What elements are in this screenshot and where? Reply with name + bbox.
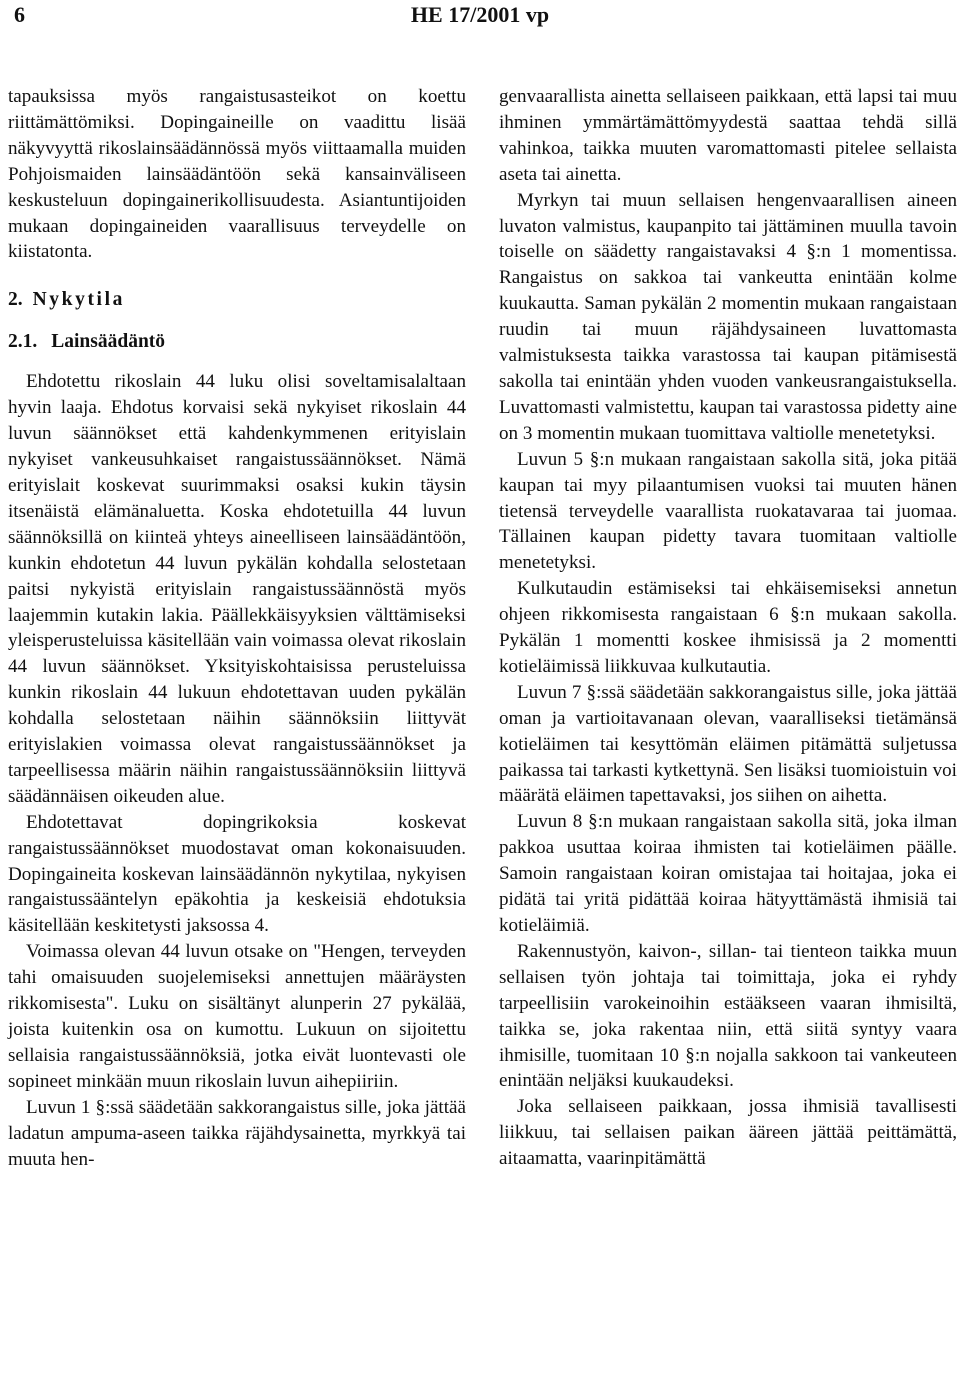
paragraph: Joka sellaiseen paikkaan, jossa ihmisiä tavallisesti liikkuu, tai sellaisen paikan ääreen jättää peittämättä, aitaamatta, vaarinpitämättä xyxy=(499,1096,957,1170)
paragraph: Luvun 7 §:ssä säädetään sakkorangaistus sille, joka jättää oman ja vartioitavanaan olevan, vaaralliseksi tietämänsä kotieläimen tai kesyttömän eläimen pitämättä suljetussa paikassa tai tarkasti kytkettynä. Sen lisäksi tuomioistuin voi määrätä eläimen tapettavaksi, jos siihen on aihetta. xyxy=(499,681,957,807)
right-column xyxy=(499,84,957,1172)
paragraph: Luvun 8 §:n mukaan rangaistaan sakolla sitä, joka ilman pakkoa usuttaa koiraa ihmisten tai kotieläimen päälle. Samoin rangaistaan koiran omistajaa tai hoitajaa, joka ei pidätä tai yritä pidättää koiraa hätyyttämästä ihmisiä tai kotieläimiä. xyxy=(499,811,957,936)
paragraph: Luvun 1 §:ssä säädetään sakkorangaistus sille, joka jättää ladatun ampuma-aseen taikka räjähdysainetta, myrkkyä tai muuta hen- xyxy=(8,1096,466,1170)
page-header xyxy=(0,0,960,40)
paragraph: genvaarallista ainetta sellaiseen paikkaan, että lapsi tai muu ihminen ymmärtämättömyydestä saattaa tehdä sillä vahinkoa, taikka muuten varomattomasti pitelee sellaista aseta tai ainetta. xyxy=(499,86,957,185)
document-id: HE 17/2001 vp xyxy=(410,2,550,27)
paragraph: Ehdotettavat dopingrikoksia koskevat rangaistussäännökset muodostavat oman kokonaisuuden. Dopingaineita koskevan lainsäädännön nykytilaa, nykyisen rangaistussääntelyn epäkohtia ja keskeisiä ehdotuksia käsitellään keskitetysti jaksossa 4. xyxy=(8,811,466,937)
paragraph: Voimassa olevan 44 luvun otsake on "Hengen, terveyden tahi omaisuuden suojelemiseksi annettujen määräysten rikkomisesta". Luku on sisältänyt alunperin 27 pykälää, joista kuitenkin osa on kumottu. Lukuun on sijoitettu sellaisia rangaistussäännöksiä, jotka eivät luontevasti ole sopineet minkään muun rikoslain luvun aihepiiriin. xyxy=(8,941,466,1092)
section-heading xyxy=(8,287,466,313)
paragraph: Rakennustyön, kaivon-, sillan- tai tienteon taikka muun sellaisen työn johtaja tai toimittaja, joka ei ryhdy tarpeellisiin varokeinoihin estääkseen vaaran ihmisiltä, taikka se, joka rakentaa niin, että siitä syntyy vaara ihmisille, tuomitaan 10 §:n nojalla sakkoon tai vankeuteen enintään neljäksi kuukaudeksi. xyxy=(499,940,957,1092)
subsection-title: Lainsäädäntö xyxy=(51,331,166,353)
paragraph: Myrkyn tai muun sellaisen hengenvaarallisen aineen luvaton valmistus, kaupanpito tai jättäminen muulla tavoin toiselle on säädetty rangaistavaksi 4 §:n 1 momentissa. Rangaistus on sakkoa tai vankeutta enintään kolme kuukautta. Saman pykälän 2 momentin mukaan rangaistaan ruudin tai muun räjähdysaineen luvattomasta valmistuksesta taikka varastossa tai kaupan pitämisestä sakolla tai enintään yhden vuoden vankeusrangaistuksella. Luvattomasti valmistettu, kaupan tai varastossa pidetty aine on 3 momentin mukaan tuomittava valtiolle menetetyksi. xyxy=(499,189,957,444)
paragraph: Luvun 5 §:n mukaan rangaistaan sakolla sitä, joka pitää kaupan tai myy pilaantumisen vuoksi tai muuten hänen tietensä terveydelle vaarallista ruokatavaraa tai juomaa. Tällainen kaupan pidetty tavara tuomitaan valtiolle menetetyksi. xyxy=(499,448,957,574)
subsection-number: 2.1. xyxy=(8,331,38,353)
left-column xyxy=(8,84,466,1172)
section-title: Nykytila xyxy=(32,289,125,311)
subsection-heading xyxy=(8,329,466,355)
paragraph: tapauksissa myös rangaistusasteikot on koettu riittämättömiksi. Dopingaineille on vaadittu lisää näkyvyyttä rikoslainsäädännössä myös viittaamalla muiden Pohjoismaiden lainsäädäntöön sekä kansainväliseen keskusteluun dopingainerikollisuudesta. Asiantuntijoiden mukaan dopingaineiden vaarallisuus terveydelle on kiistatonta. xyxy=(8,86,466,263)
page-number: 6 xyxy=(14,2,25,27)
section-number: 2. xyxy=(8,289,23,311)
paragraph: Kulkutaudin estämiseksi tai ehkäisemiseksi annetun ohjeen rikkomisesta rangaistaan 6 §:n mukaan sakolla. Pykälän 1 momentti koskee ihmisissä ja 2 momentti kotieläimissä liikkuvaa kulkutautia. xyxy=(499,578,957,677)
paragraph: Ehdotettu rikoslain 44 luku olisi soveltamisalaltaan hyvin laaja. Ehdotus korvaisi sekä nykyiset rikoslain 44 luvun säännökset että kahdenkymmenen erityislain nykyiset vankeusuhkaiset rangaistussäännökset. Nämä erityislait koskevat suurimmaksi osaksi kukin täysin itsenäistä elämänaluetta. Koska ehdotetuilla 44 luvun säännöksillä on kiinteä yhteys aineelliseen lainsäädäntöön, kunkin ehdotetun 44 luvun pykälän kohdalla selostetaan paitsi nykyistä erityislain rangaistussäännöstä myös laajemmin kutakin lakia. Päällekkäisyyksien välttämiseksi yleisperusteluissa käsitellään vain voimassa olevat rikoslain 44 luvun säännökset. Yksityiskohtaisissa perusteluissa kunkin rikoslain 44 lukuun ehdotettavan uuden pykälän kohdalla selostetaan näihin säännöksiin liittyvät erityislakien voimassa olevat rangaistussäännökset ja tarpeellisessa määrin näihin rangaistussäännöksiin liittyvä säädännäisen oikeuden alue. xyxy=(8,371,466,807)
